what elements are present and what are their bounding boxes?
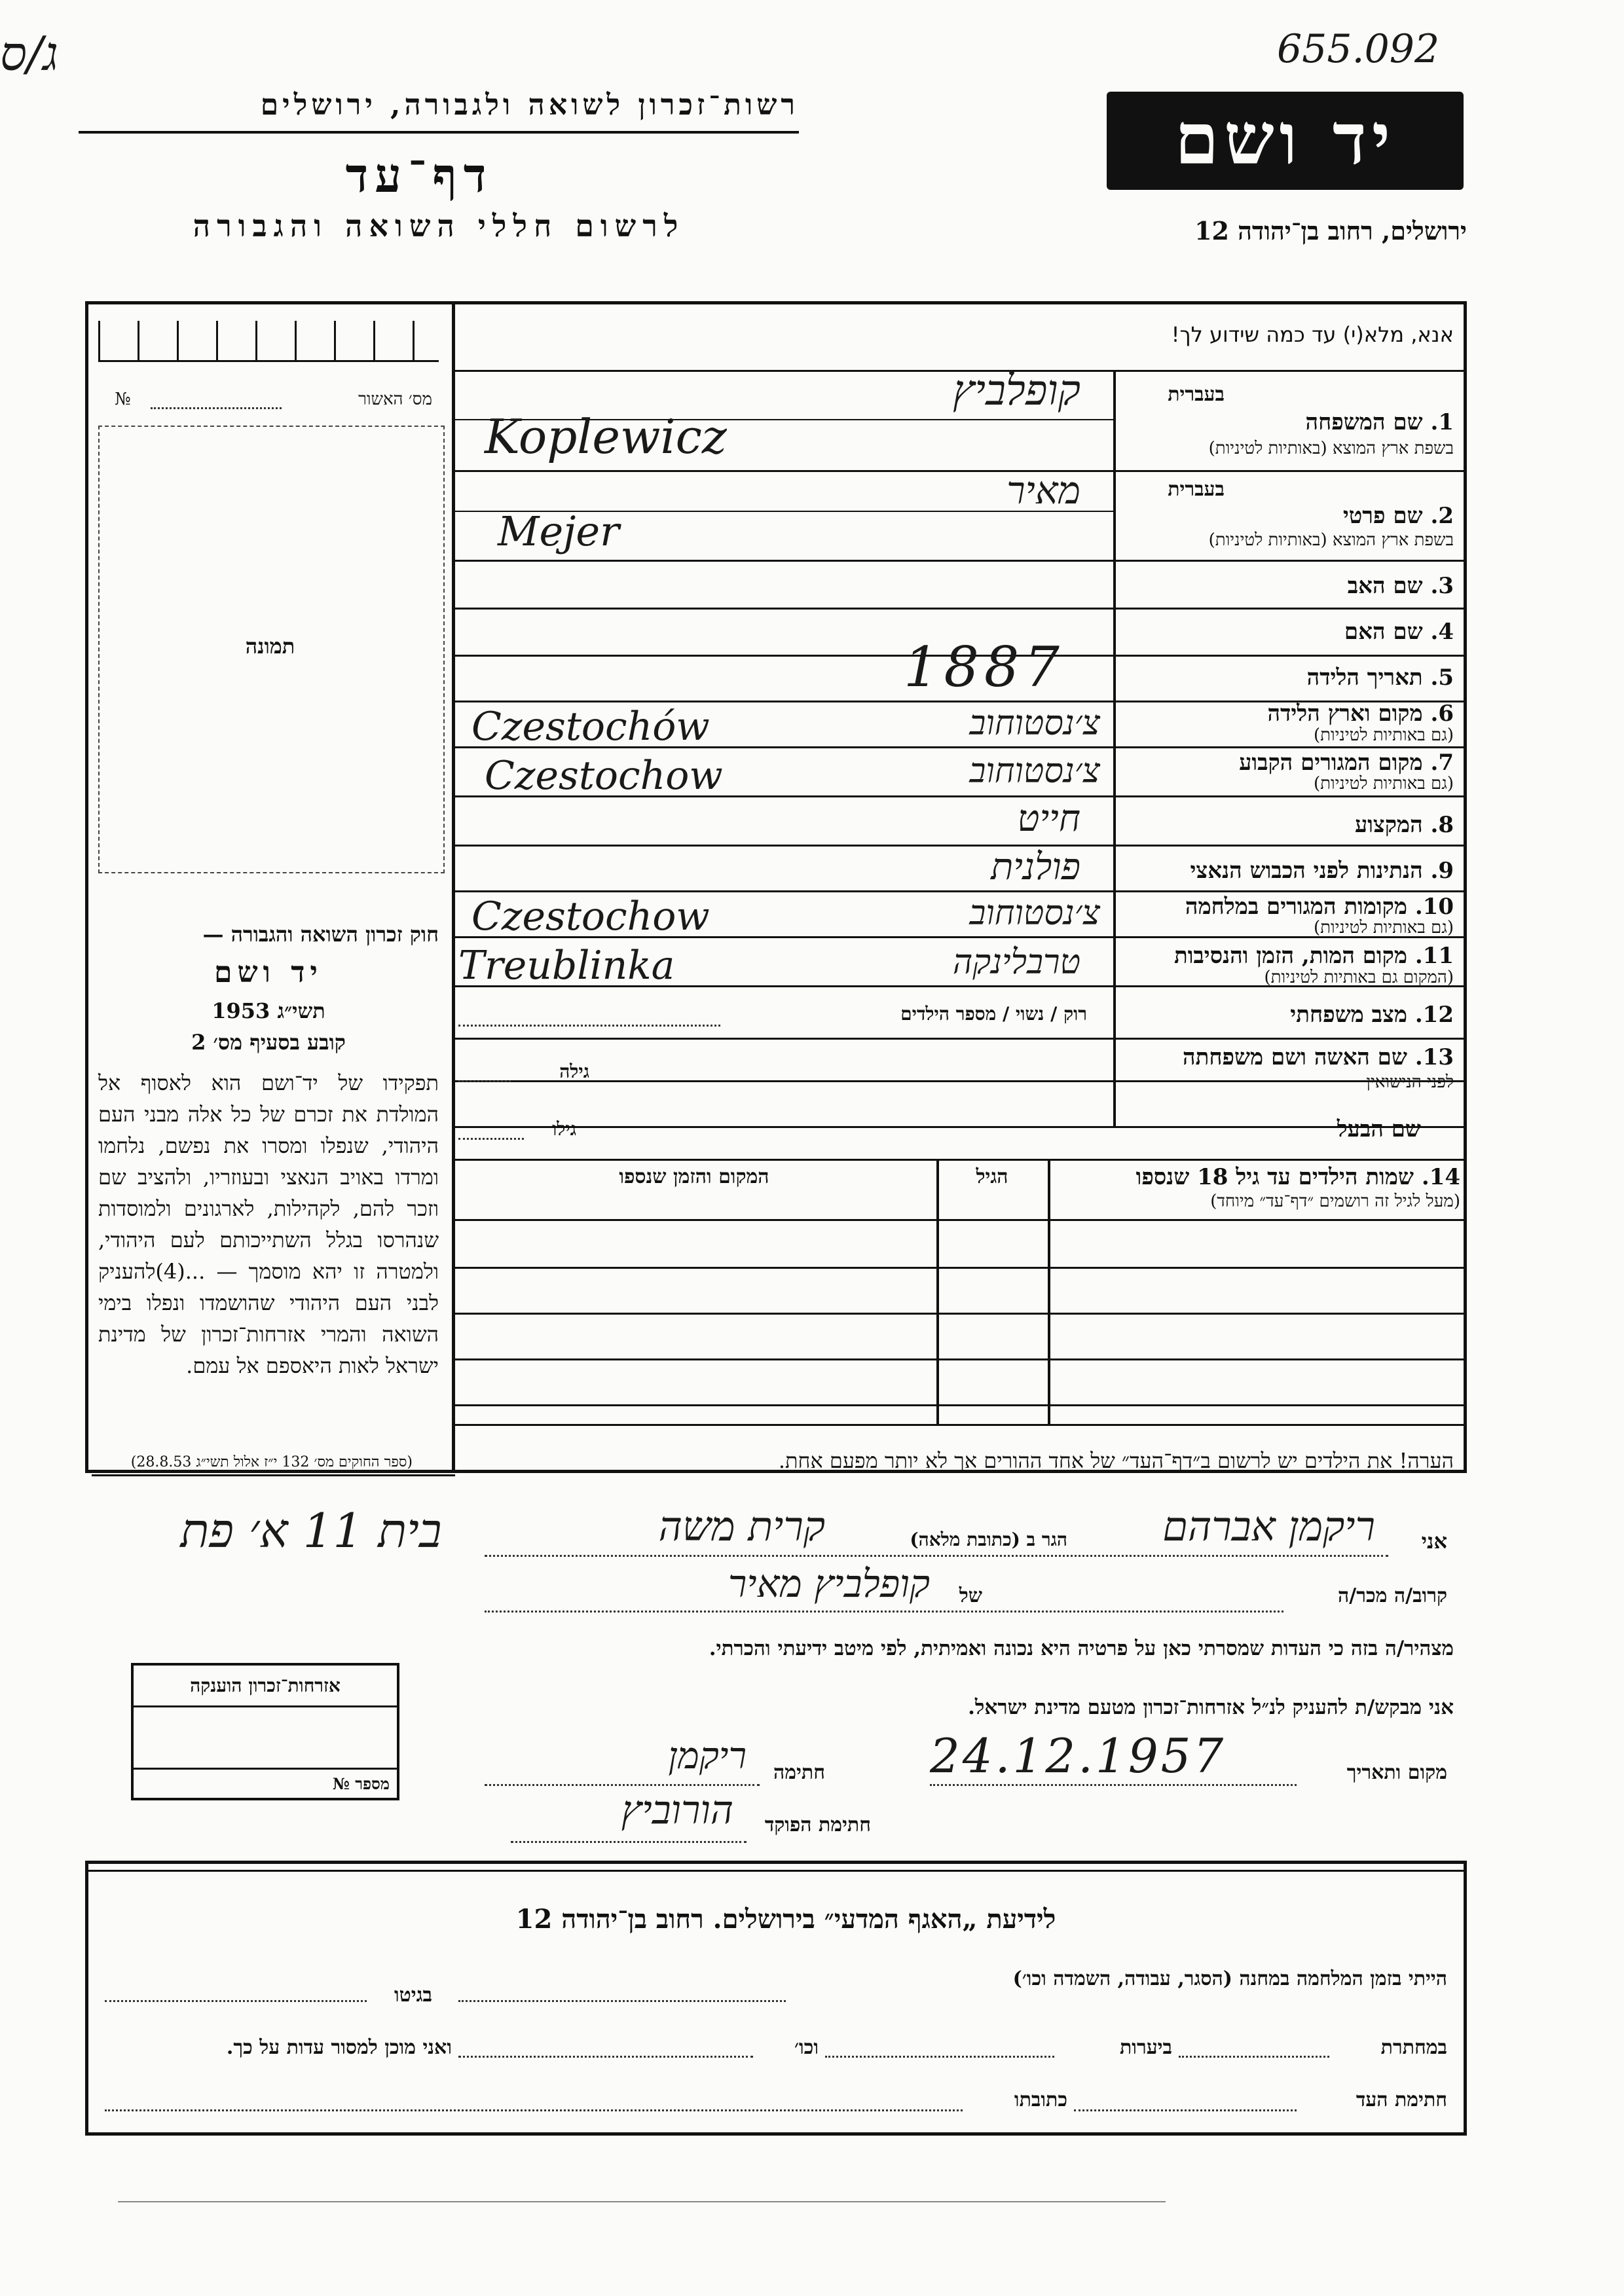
field-8-value: חייט <box>1017 797 1080 840</box>
citizenship-number-label: מספר № <box>332 1774 390 1793</box>
row-div <box>452 560 1467 562</box>
field-12-name: מצב משפחתי <box>1290 1002 1407 1028</box>
footer-line3-fill-a <box>1074 2109 1297 2111</box>
field-5-value: 1887 <box>904 635 1065 699</box>
field-10-sub: (גם באותיות לטיניות) <box>1313 918 1454 938</box>
row-div <box>452 1159 1467 1161</box>
citizenship-box-title: אזרחות־זכרון הוענקה <box>190 1675 341 1696</box>
footer-title: לידיעת „האגף המדעי״ בירושלים. רחוב בן־יהודה 12 <box>515 1904 1056 1935</box>
row-div <box>452 1219 1467 1221</box>
approval-no-label: מס׳ האשור <box>358 390 432 409</box>
header-underline <box>79 131 799 134</box>
field-husband-age-line <box>458 1138 524 1140</box>
field-6-value-latin: Czestochów <box>471 704 710 750</box>
field-1-label <box>1120 409 1454 435</box>
footer-line3-fill-b <box>105 2109 963 2111</box>
field-13-sub: לפני הנישואין <box>1366 1072 1454 1092</box>
field-11-sub: (המקום גם באותיות לטיניות) <box>1264 968 1454 987</box>
footer-line1-a: הייתי בזמן המלחמה במחנה (הסגר, עבודה, השמדה וכו׳) <box>1012 1967 1447 1990</box>
field-2-name: שם פרטי <box>1342 503 1423 529</box>
field-6-name: מקום וארץ הלידה <box>1267 701 1423 727</box>
field-7-name: מקום המגורים הקבוע <box>1239 750 1423 776</box>
law-name: יד ושם <box>214 956 323 989</box>
yad-vashem-logo <box>1107 92 1464 190</box>
field-13-age-line <box>458 1080 511 1082</box>
corner-mark-right: 655.092 <box>1277 26 1440 72</box>
page-bottom-rule <box>118 2201 1166 2202</box>
field-7-label <box>1120 750 1454 776</box>
field-9-label <box>1120 858 1454 884</box>
field-9-value: פולנית <box>991 846 1080 888</box>
field-13-age-label: גילה <box>559 1061 589 1082</box>
sidebar-handwritten-note: בית 11 א׳ פת <box>180 1503 442 1558</box>
decl-i-label: אני <box>1421 1529 1447 1554</box>
field-12-line <box>458 1025 720 1027</box>
decl-request: אני מבקש/ת להעניק לנ״ל אזרחות־זכרון מטעם מדינת ישראל. <box>968 1696 1454 1719</box>
field-1-name: שם המשפחה <box>1305 409 1423 435</box>
row-div <box>452 608 1467 610</box>
footer-line2-fill-c <box>458 2056 753 2058</box>
field-5-num: 5. <box>1430 665 1454 691</box>
field-12-label <box>1120 1002 1454 1028</box>
decl-signature: ריקמן <box>668 1735 747 1777</box>
field-1-sub: בשפת ארץ המוצא (באותיות לטיניות) <box>1208 439 1454 458</box>
photo-label: תמונה <box>245 634 295 659</box>
children-note: הערה! את הילדים יש לרשום ב״דף־העד״ של אחד ההורים אך לא יותר מפעם אחת. <box>778 1448 1454 1473</box>
field-7-value-latin: Czestochow <box>485 753 723 799</box>
children-age-header: הגיל <box>976 1165 1008 1188</box>
field-2-value-latin: Mejer <box>498 507 619 555</box>
decl-relative-of: קופלביץ מאיר <box>728 1561 930 1606</box>
field-6-value-he: צ׳נסטוחוב <box>969 704 1100 743</box>
field-13-num: 13. <box>1414 1044 1454 1070</box>
approval-no-symbol: № <box>115 390 131 409</box>
footer-line2-d: ואני מוכן למסור עדות על כך. <box>226 2036 452 2059</box>
field-husband-age-label: גילו <box>552 1118 576 1140</box>
sidebar-divider <box>452 301 455 1473</box>
field-8-num: 8. <box>1430 812 1454 838</box>
field-3-label <box>1120 573 1454 599</box>
footer-line2-c: וכו׳ <box>794 2036 819 2059</box>
row-div <box>452 1358 1467 1360</box>
decl-name: ריקמן אברהם <box>1162 1503 1375 1550</box>
field-8-label <box>1120 812 1454 838</box>
law-title: חוק זכרון השואה והגבורה — <box>202 922 439 947</box>
field-11-label <box>1120 943 1454 969</box>
footer-line2-fill-b <box>825 2056 1054 2058</box>
footer-line2-fill-a <box>1179 2056 1329 2058</box>
approval-no-line <box>151 407 282 409</box>
row-div <box>452 1038 1467 1040</box>
tick-marks <box>98 321 439 362</box>
form-purpose: לרשום חללי השואה והגבורה <box>193 208 685 244</box>
authority-name: רשות־זכרון לשואה ולגבורה, ירושלים <box>260 88 799 122</box>
field-9-name: הנתינות לפני הכבוש הנאצי <box>1190 858 1423 884</box>
field-6-sub: (גם באותיות לטיניות) <box>1313 725 1454 745</box>
field-7-sub: (גם באותיות לטיניות) <box>1313 774 1454 793</box>
footer-line1-fill-b <box>105 2000 367 2002</box>
citizenship-box-rule-2 <box>134 1768 397 1770</box>
corner-mark-left: ג/ס <box>0 26 58 81</box>
logo-text: יד ושם <box>1174 98 1396 181</box>
children-sub: (מעל לגיל זה רושמים ״דף־עד״ מיוחד) <box>1210 1192 1460 1211</box>
field-1-value-he: קופלביץ <box>952 367 1080 415</box>
decl-of-label: של <box>959 1584 982 1607</box>
row-div <box>452 1424 1467 1426</box>
footer-frame <box>85 1861 1467 2136</box>
field-3-num: 3. <box>1430 573 1454 599</box>
field-4-num: 4. <box>1430 619 1454 645</box>
field-11-value-he: טרבלינקה <box>952 943 1080 982</box>
children-title: שמות הילדים עד גיל 18 שנספו <box>1135 1164 1414 1190</box>
field-12-options: רוק / נשוי / מספר הילדים <box>900 1003 1087 1025</box>
field-10-name: מקומות המגורים במלחמה <box>1185 894 1407 920</box>
footer-line2-b: ביערות <box>1119 2036 1172 2059</box>
decl-relative-label: קרוב/ה מכר/ה <box>1338 1584 1447 1607</box>
children-col-div <box>1048 1159 1050 1424</box>
form-title: דף־עד <box>345 147 493 203</box>
law-section: קובע בסעיף מס׳ 2 <box>191 1030 346 1055</box>
field-11-num: 11. <box>1414 943 1454 969</box>
row-div <box>452 890 1467 892</box>
decl-officer-label: חתימת הפוקד <box>764 1813 871 1836</box>
decl-officer-line <box>511 1841 747 1843</box>
law-reference: (ספר החוקים מס׳ 132 י״ז אלול תשי״ג 28.8.53) <box>130 1454 413 1470</box>
decl-place-date-label: מקום ותאריך <box>1346 1761 1447 1784</box>
law-text: תפקידו של יד־ושם הוא לאסוף אל המולדת את זכרם של כל אלה מבני העם היהודי, שנפלו ומסרו את נפשם, נלחמו ומרדו באויב הנאצי ובעוזריו, ולהציב שם וזכר להם, לקהילות, לארגונים ולמוסדות שנהרסו בגלל השתייכותם לעם היהודי, ולמטרה זו יהא מוסמך — ...(4)להעניק לבני העם היהודי שהושמדו ונפלו בימי השואה והמרי אזרחות־זכרון של מדינת ישראל לאות היאספם אל עמם. <box>98 1070 439 1378</box>
field-2-num: 2. <box>1430 503 1454 529</box>
field-1-num: 1. <box>1430 409 1454 435</box>
field-13-name: שם האשה ושם משפחתה <box>1183 1044 1407 1070</box>
field-10-label <box>1120 894 1454 920</box>
field-9-num: 9. <box>1430 858 1454 884</box>
field-10-value-latin: Czestochow <box>471 894 710 939</box>
field-1-hebrew-tag: בעברית <box>1168 383 1225 406</box>
decl-line-1 <box>485 1555 1388 1557</box>
field-5-label <box>1120 665 1454 691</box>
decl-signature-line <box>485 1784 760 1786</box>
row-div <box>452 1313 1467 1315</box>
field-11-value-latin: Treublinka <box>458 943 675 989</box>
field-13-label <box>1120 1044 1454 1070</box>
field-8-name: המקצוע <box>1354 812 1423 838</box>
children-col-div <box>936 1159 939 1424</box>
decl-address: קרית משה <box>658 1503 825 1550</box>
footer-line1-fill-a <box>458 2000 786 2002</box>
decl-date-line <box>930 1784 1297 1786</box>
decl-date: 24.12.1957 <box>930 1728 1227 1783</box>
row-div <box>452 1267 1467 1269</box>
footer-line2-a: במחתרת <box>1380 2036 1447 2059</box>
field-10-num: 10. <box>1414 894 1454 920</box>
footer-line1-b: בגיטו <box>394 1984 432 2007</box>
children-place-header: המקום והזמן שנספו <box>619 1165 769 1188</box>
field-1-value-latin: Koplewicz <box>485 409 727 464</box>
field-7-value-he: צ׳נסטוחוב <box>969 752 1100 791</box>
field-4-name: שם האם <box>1344 619 1423 645</box>
field-2-label <box>1120 503 1454 529</box>
field-husband-label: שם הבעל <box>1337 1116 1421 1142</box>
law-year: תשי״ג 1953 <box>212 998 325 1023</box>
decl-statement: מצהיר/ה בזה כי העדות שמסרתי כאן על פרטיה היא נכונה ואמיתית, לפי מיטב ידיעתי והכרתי. <box>709 1637 1454 1660</box>
children-label <box>1054 1164 1460 1190</box>
field-10-value-he: צ׳נסטוחוב <box>969 894 1100 933</box>
header-address: ירושלים, רחוב בן־יהודה 12 <box>1194 216 1467 246</box>
field-2-value-he: מאיר <box>1006 468 1080 513</box>
sidebar-rule <box>92 1474 455 1476</box>
field-11-name: מקום המות, הזמן והנסיבות <box>1173 943 1407 969</box>
children-num: 14. <box>1421 1164 1460 1190</box>
field-5-name: תאריך הלידה <box>1306 665 1423 691</box>
field-6-label <box>1120 701 1454 727</box>
decl-signature-label: חתימה <box>773 1761 825 1784</box>
decl-officer-signature: הורוביץ <box>621 1787 733 1833</box>
instruction-text: אנא, מלא(י) עד כמה שידוע לך! <box>1171 322 1454 347</box>
footer-line3-a: חתימת העד <box>1356 2088 1447 2111</box>
decl-residing-label: הגר ב (כתובת מלאה) <box>910 1529 1067 1550</box>
field-2-sub: בשפת ארץ המוצא (באותיות לטיניות) <box>1208 530 1454 550</box>
field-7-num: 7. <box>1430 750 1454 776</box>
citizenship-box-rule <box>134 1705 397 1707</box>
field-12-num: 12. <box>1414 1002 1454 1028</box>
field-3-name: שם האב <box>1347 573 1423 599</box>
decl-line-2 <box>485 1611 1283 1613</box>
footer-line3-b: כתובתו <box>1014 2088 1067 2111</box>
field-4-label <box>1120 619 1454 645</box>
field-6-num: 6. <box>1430 701 1454 727</box>
field-2-hebrew-tag: בעברית <box>1168 478 1225 501</box>
row-div <box>452 1404 1467 1406</box>
